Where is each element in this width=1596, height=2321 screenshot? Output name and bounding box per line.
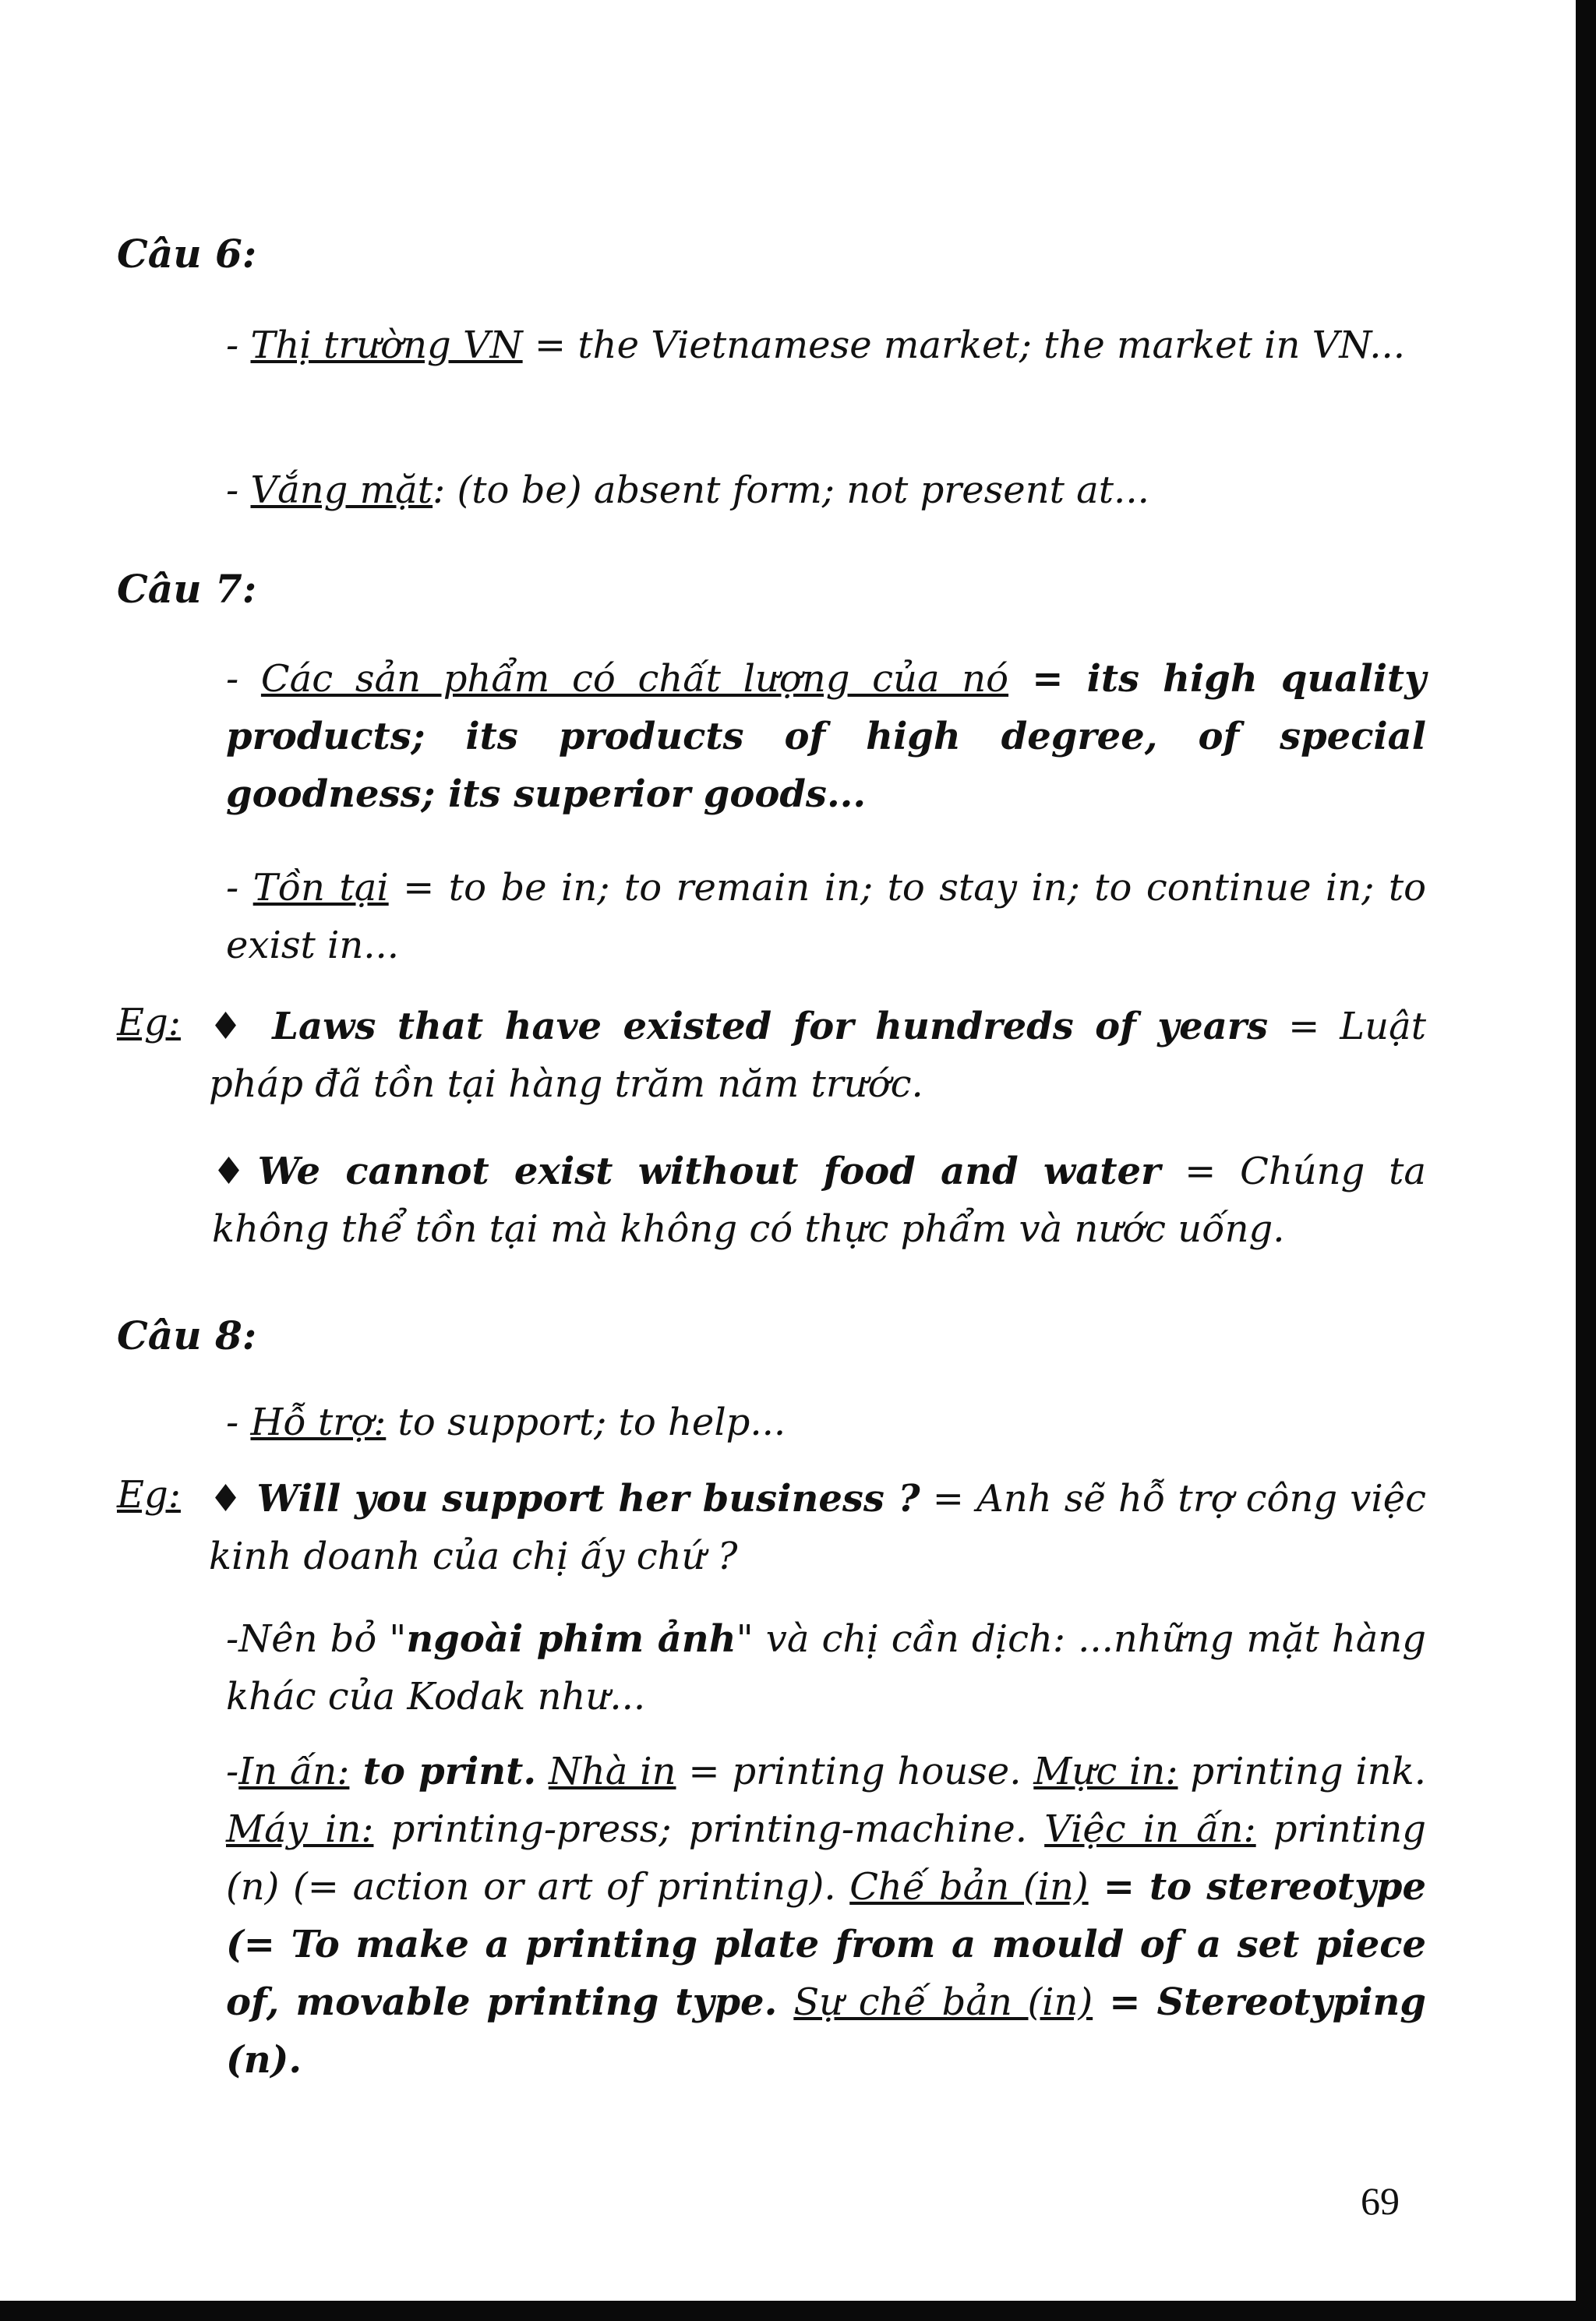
term: Chế bản (in)	[849, 1865, 1089, 1909]
term: Hỗ trợ:	[250, 1401, 387, 1444]
term: Các sản phẩm có chất lượng của nó	[260, 657, 1009, 701]
term: In ấn:	[238, 1750, 350, 1793]
term: Sự chế bản (in)	[793, 1980, 1093, 2024]
cau7-item-2: - Tồn tại = to be in; to remain in; to stay in; to continue in; to exist in...	[226, 866, 1427, 967]
term: Máy in:	[226, 1807, 374, 1851]
page-edge-bottom	[0, 2301, 1596, 2321]
term: Nhà in	[548, 1750, 676, 1793]
cau7-example-2: ♦We cannot exist without food and water = Chúng ta không thể tồn tại mà không có thực phẩm và nước uống.	[212, 1150, 1427, 1251]
bullet-icon: ♦	[209, 1005, 273, 1048]
cau7-item-1: - Các sản phẩm có chất lượng của nó = its high quality products; its products of high degree, of special goodness; its superior goods...	[226, 657, 1426, 816]
cau6-heading: Câu 6:	[117, 231, 257, 277]
cau8-heading: Câu 8:	[117, 1312, 257, 1358]
bullet-icon: ♦	[209, 1477, 257, 1521]
term: Vắng mặt	[250, 468, 433, 512]
term: Thị trường VN	[250, 323, 523, 367]
term: Việc in ấn:	[1044, 1807, 1256, 1851]
cau8-printing-terms: -In ấn: to print. Nhà in = printing house. Mực in: printing ink. Máy in: printing-press; printing-machine. Việc in ấn: printing (n) (= action or art of printing). Chế bản (in) = to stereotype (= To make a printing plate from a mould of a set piece of, movable printing type. Sự chế bản (in) = Stereotyping (n).	[226, 1750, 1427, 2082]
cau8-note: -Nên bỏ "ngoài phim ảnh" và chị cần dịch: ...những mặt hàng khác của Kodak như...	[226, 1617, 1427, 1719]
cau7-eg-label: Eg:	[117, 1001, 181, 1044]
cau7-heading: Câu 7:	[117, 566, 257, 612]
bullet-icon: ♦	[212, 1150, 258, 1193]
cau8-item-1: - Hỗ trợ: to support; to help...	[226, 1401, 786, 1444]
cau6-item-2: - Vắng mặt: (to be) absent form; not present at...	[226, 468, 1149, 512]
page-number: 69	[1361, 2179, 1400, 2223]
term: Mực in:	[1033, 1750, 1178, 1793]
page-edge-right	[1576, 0, 1596, 2321]
cau8-example-1: ♦ Will you support her business ? = Anh sẽ hỗ trợ công việc kinh doanh của chị ấy chứ ?	[209, 1477, 1426, 1578]
cau7-example-1: ♦ Laws that have existed for hundreds of years = Luật pháp đã tồn tại hàng trăm năm trước.	[209, 1005, 1427, 1106]
cau8-eg-label: Eg:	[117, 1473, 181, 1517]
cau6-item-1: - Thị trường VN = the Vietnamese market; the market in VN...	[226, 323, 1406, 367]
term: Tồn tại	[252, 866, 389, 910]
definition: its high quality products; its products of high degree, of special goodness; its superior goods...	[226, 657, 1426, 816]
